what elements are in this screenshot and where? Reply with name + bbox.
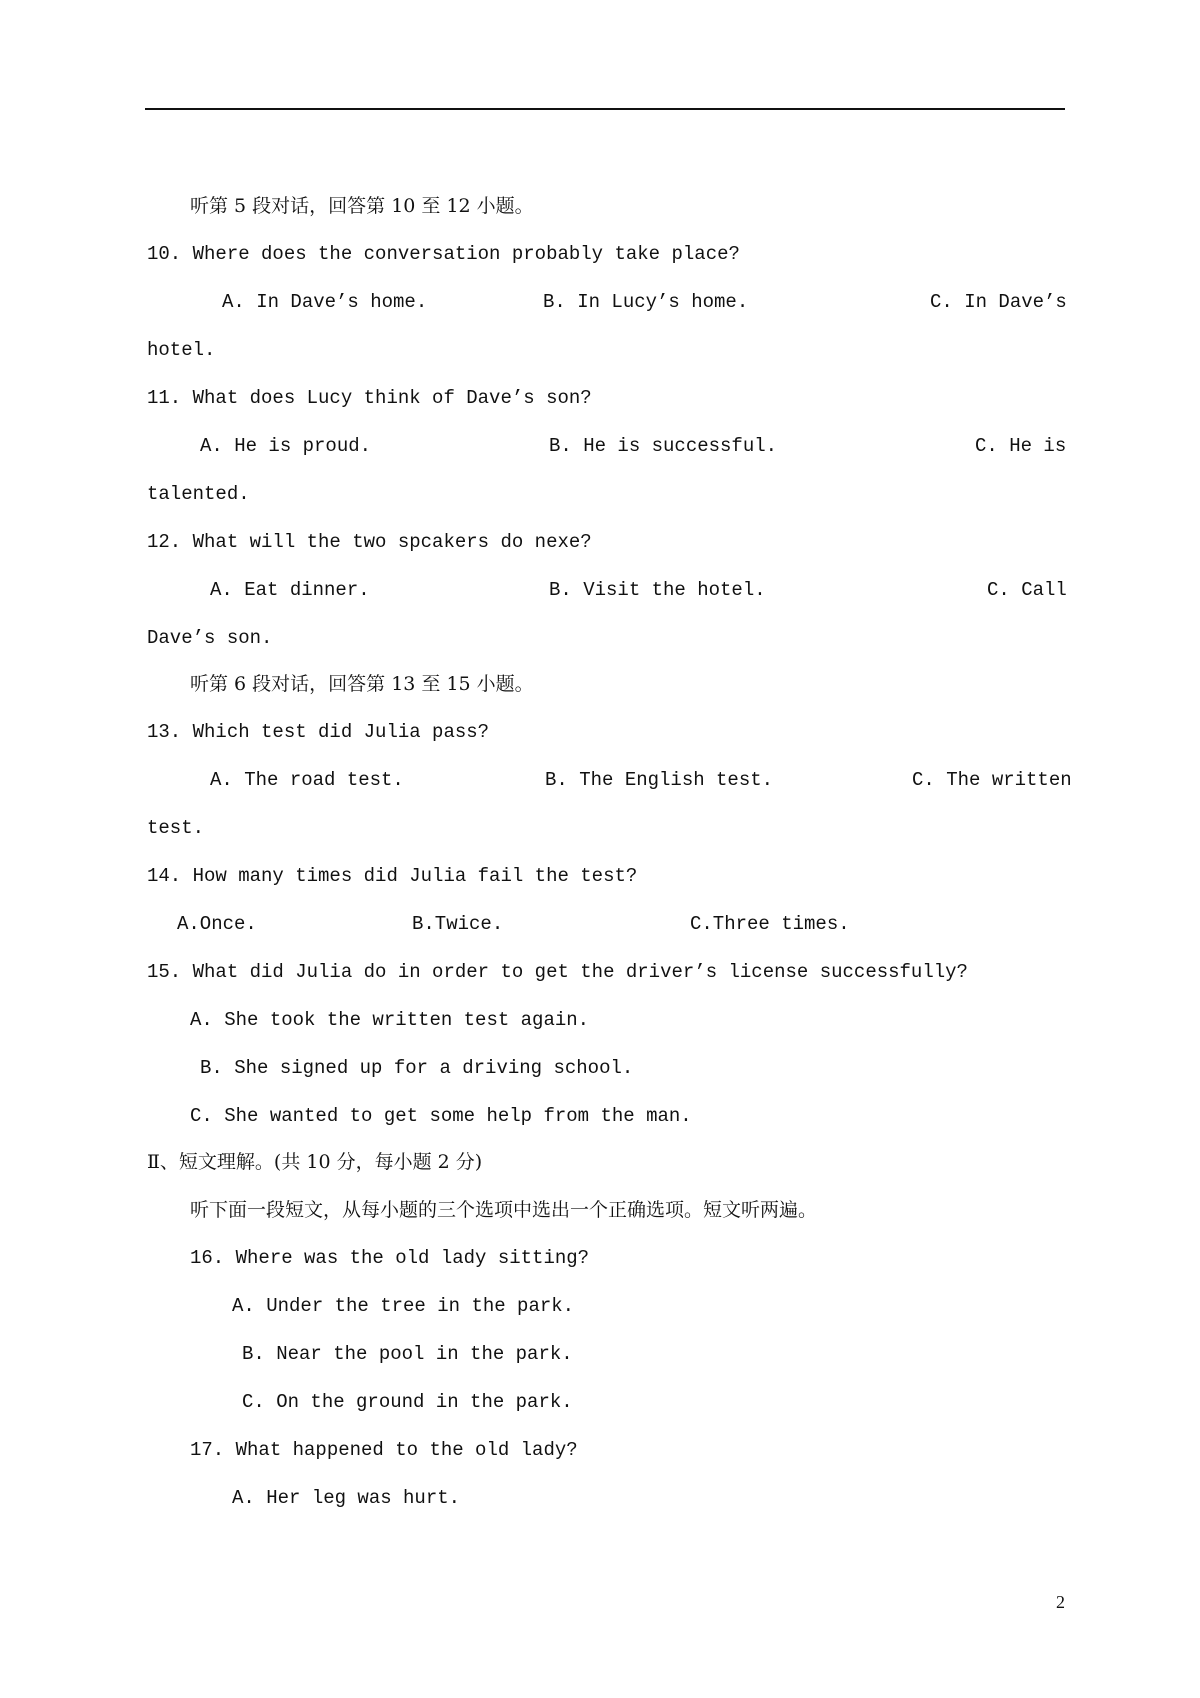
q10-option-c-continued: hotel. bbox=[147, 339, 216, 361]
section6-instruction: 听第 6 段对话，回答第 13 至 15 小题。 bbox=[190, 673, 534, 695]
q13-option-c-continued: test. bbox=[147, 817, 205, 839]
q15-option-b: B. She signed up for a driving school. bbox=[200, 1057, 634, 1079]
q15-stem: 15. What did Julia do in order to get the driver’s license successfully? bbox=[147, 961, 968, 983]
section5-instruction: 听第 5 段对话，回答第 10 至 12 小题。 bbox=[190, 195, 534, 217]
q12-option-a: A. Eat dinner. bbox=[210, 579, 370, 601]
header-rule bbox=[145, 108, 1065, 110]
q16-stem: 16. Where was the old lady sitting? bbox=[190, 1247, 590, 1269]
q13-option-b: B. The English test. bbox=[545, 769, 774, 791]
q11-stem: 11. What does Lucy think of Dave’s son? bbox=[147, 387, 592, 409]
q14-option-a: A.Once. bbox=[177, 913, 257, 935]
page-number: 2 bbox=[1056, 1592, 1065, 1612]
q13-stem: 13. Which test did Julia pass? bbox=[147, 721, 490, 743]
q16-option-c: C. On the ground in the park. bbox=[242, 1391, 573, 1413]
part2-instruction: 听下面一段短文，从每小题的三个选项中选出一个正确选项。短文听两遍。 bbox=[190, 1199, 818, 1221]
q14-option-b: B.Twice. bbox=[412, 913, 504, 935]
part2-title: Ⅱ、短文理解。(共 10 分，每小题 2 分) bbox=[147, 1151, 483, 1173]
q12-stem: 12. What will the two spcakers do nexe? bbox=[147, 531, 592, 553]
q12-option-c-continued: Dave’s son. bbox=[147, 627, 273, 649]
q10-option-c: C. In Dave’s bbox=[930, 291, 1067, 313]
q11-option-b: B. He is successful. bbox=[549, 435, 778, 457]
q10-option-b: B. In Lucy’s home. bbox=[543, 291, 749, 313]
q17-stem: 17. What happened to the old lady? bbox=[190, 1439, 578, 1461]
q15-option-a: A. She took the written test again. bbox=[190, 1009, 590, 1031]
q17-option-a: A. Her leg was hurt. bbox=[232, 1487, 461, 1509]
q15-option-c: C. She wanted to get some help from the man. bbox=[190, 1105, 692, 1127]
q10-stem: 10. Where does the conversation probably take place? bbox=[147, 243, 740, 265]
q13-option-c: C. The written bbox=[912, 769, 1072, 791]
q14-stem: 14. How many times did Julia fail the test? bbox=[147, 865, 638, 887]
q16-option-b: B. Near the pool in the park. bbox=[242, 1343, 573, 1365]
q11-option-c-continued: talented. bbox=[147, 483, 250, 505]
q10-option-a: A. In Dave’s home. bbox=[222, 291, 428, 313]
q14-option-c: C.Three times. bbox=[690, 913, 850, 935]
q11-option-c: C. He is bbox=[975, 435, 1067, 457]
q12-option-b: B. Visit the hotel. bbox=[549, 579, 766, 601]
q12-option-c: C. Call bbox=[987, 579, 1067, 601]
q16-option-a: A. Under the tree in the park. bbox=[232, 1295, 575, 1317]
q13-option-a: A. The road test. bbox=[210, 769, 404, 791]
q11-option-a: A. He is proud. bbox=[200, 435, 372, 457]
